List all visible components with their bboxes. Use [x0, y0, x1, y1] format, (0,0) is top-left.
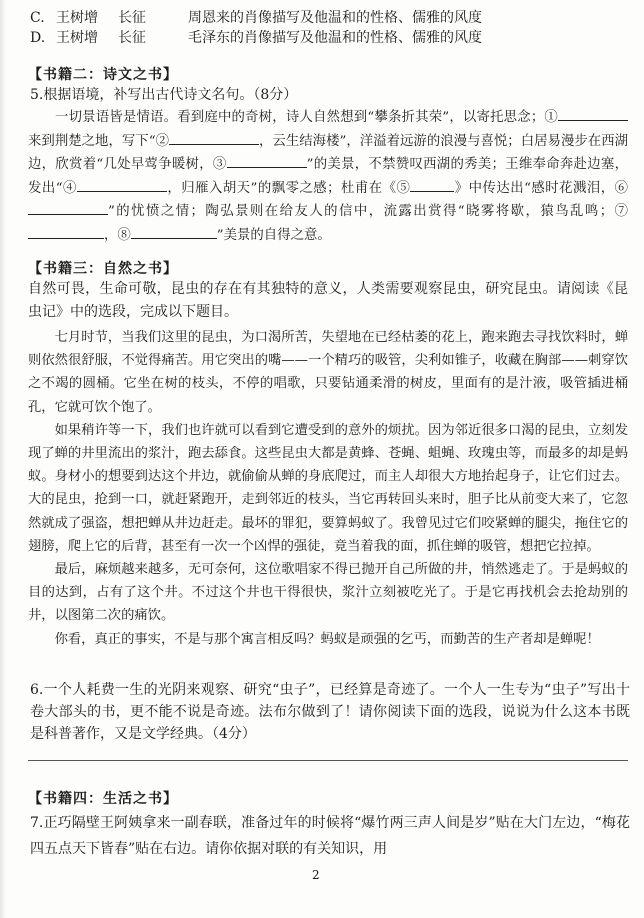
- q5-part-6: 》中传达出“感时花溅泪，⑥: [454, 180, 628, 196]
- question-6: 6.一个人耗费一生的光阴来观察、研究“虫子”，已经算是奇迹了。一个人一生专为“虫子”写出十卷大部头的书，更不能不说是奇迹。法布尔做到了！请你阅读下面的选段，说说为什么这本书既是科普著作，又是文学经典。（4分）: [30, 682, 630, 742]
- q5-part-2: 来到荆楚之地，写下“②: [28, 133, 169, 149]
- option-author: 王树增: [56, 10, 98, 26]
- q5-part-5: ，归雁入胡天”的飘零之感；杜甫在《⑤: [166, 180, 411, 196]
- section-heading: 【书籍三：自然之书】: [28, 261, 178, 277]
- q5-part-4: ”的美景，不禁赞叹西湖的秀美；王维奉命奔赴边塞，发出“④: [28, 157, 628, 196]
- page-edge-shadow: [0, 0, 6, 918]
- question-7: 7.正巧隔壁王阿姨拿来一副春联，准备过年的时候将“爆竹两三声人间是岁”贴在大门左边，“梅花四五点天下皆春”贴在右边。请你依据对联的有关知识，用: [30, 815, 630, 857]
- q5-part-9: ”美景的自得之意。: [216, 227, 331, 243]
- section-heading: 【书籍四：生活之书】: [28, 791, 178, 807]
- q5-part-3: ，云生结海楼”，洋溢着远游的浪漫与喜悦；白居易漫步在西湖边，欣赏着“几处早莺争暖树，③: [28, 133, 628, 172]
- excerpt-passage: [28, 326, 628, 651]
- answer-blank-1[interactable]: [558, 106, 628, 121]
- answer-blank-6[interactable]: [28, 200, 108, 215]
- q5-part-1: 一切景语皆是情语。看到庭中的奇树，诗人自然想到“攀条折其荣”，以寄托思念；①: [54, 110, 558, 125]
- option-c: [30, 8, 630, 28]
- answer-blank-8[interactable]: [131, 224, 217, 239]
- passage-paragraph: 你看，真正的事实，不是与那个寓言相反吗？蚂蚁是顽强的乞丐，而勤苦的生产者却是蝉呢！: [54, 631, 600, 647]
- option-desc: 毛泽东的肖像描写及他温和的性格、儒雅的风度: [188, 30, 482, 46]
- answer-blank-4[interactable]: [77, 177, 167, 192]
- passage-paragraph: 最后，麻烦越来越多，无可奈何，这位歌唱家不得已抛开自己所做的井，悄然逃走了。于是蚂蚁的目的达到，占有了这个井。不过这个井也干得很快，浆汁立刻被吃光了。于是它再找机会去抢劫别的井，以图第二次的痛饮。: [28, 562, 628, 624]
- question-5-text: [28, 106, 628, 247]
- q5-part-7: ”的忧愤之情；陶弘景则在给友人的信中，流露出赏得“晓雾将歇，猿鸟乱鸣；⑦: [108, 204, 628, 219]
- answer-blank-2[interactable]: [169, 130, 259, 145]
- option-letter: D.: [30, 30, 46, 46]
- option-d: [30, 28, 630, 48]
- option-letter: C.: [30, 10, 45, 26]
- passage-paragraph: 七月时节，当我们这里的昆虫，为口渴所苦，失望地在已经枯萎的花上，跑来跑去寻找饮料时，蝉则依然很舒服，不觉得痛苦。用它突出的嘴——一个精巧的吸管，尖利如锥子，收藏在胸部——刺穿饮之不竭的圆桶。它坐在树的枝头，不停的唱歌，只要钻通柔滑的树皮，里面有的是汁液，吸管插进桶孔，它就可饮个饱了。: [28, 330, 628, 415]
- question-5: 5.根据语境，补写出古代诗文名句。（8分）: [30, 87, 298, 103]
- answer-blank-5[interactable]: [410, 177, 454, 192]
- answer-blank-3[interactable]: [227, 153, 307, 168]
- section-heading: 【书籍二：诗文之书】: [28, 67, 178, 83]
- answer-blank-7[interactable]: [28, 224, 104, 239]
- option-desc: 周恩来的肖像描写及他温和的性格、儒雅的风度: [188, 10, 482, 26]
- passage-paragraph: 如果稍许等一下，我们也许就可以看到它遭受到的意外的烦扰。因为邻近很多口渴的昆虫，立刻发现了蝉的井里流出的浆汁，跑去舔食。这些昆虫大都是黄蜂、苍蝇、蛆蝇、玫瑰虫等，而最多的却是蚂蚁。身材小的想要到达这个井边，就偷偷从蝉的身底爬过，而主人却很大方地抬起身子，让它们过去。大的昆虫，抢到一口，就赶紧跑开，走到邻近的枝头，当它再转回头来时，胆子比从前变大来了，它忽然就成了强盗，想把蝉从井边赶走。最坏的罪犯，要算蚂蚁了。我曾见过它们咬紧蝉的腿尖，拖住它的翅膀，爬上它的后背，甚至有一次一个凶悍的强徒，竟当着我的面，抓住蝉的吸管，想把它拉掉。: [28, 422, 628, 554]
- page-number: 2: [312, 868, 320, 882]
- answer-line[interactable]: [28, 760, 628, 761]
- q5-part-8: ，⑧: [104, 227, 131, 243]
- option-author: 王树增: [56, 30, 98, 46]
- option-book: 长征: [118, 10, 146, 26]
- section3-intro: 自然可畏，生命可敬，昆虫的存在有其独特的意义，人类需要观察昆虫，研究昆虫。请阅读《昆虫记》中的选段，完成以下题目。: [28, 281, 628, 320]
- option-book: 长征: [118, 30, 146, 46]
